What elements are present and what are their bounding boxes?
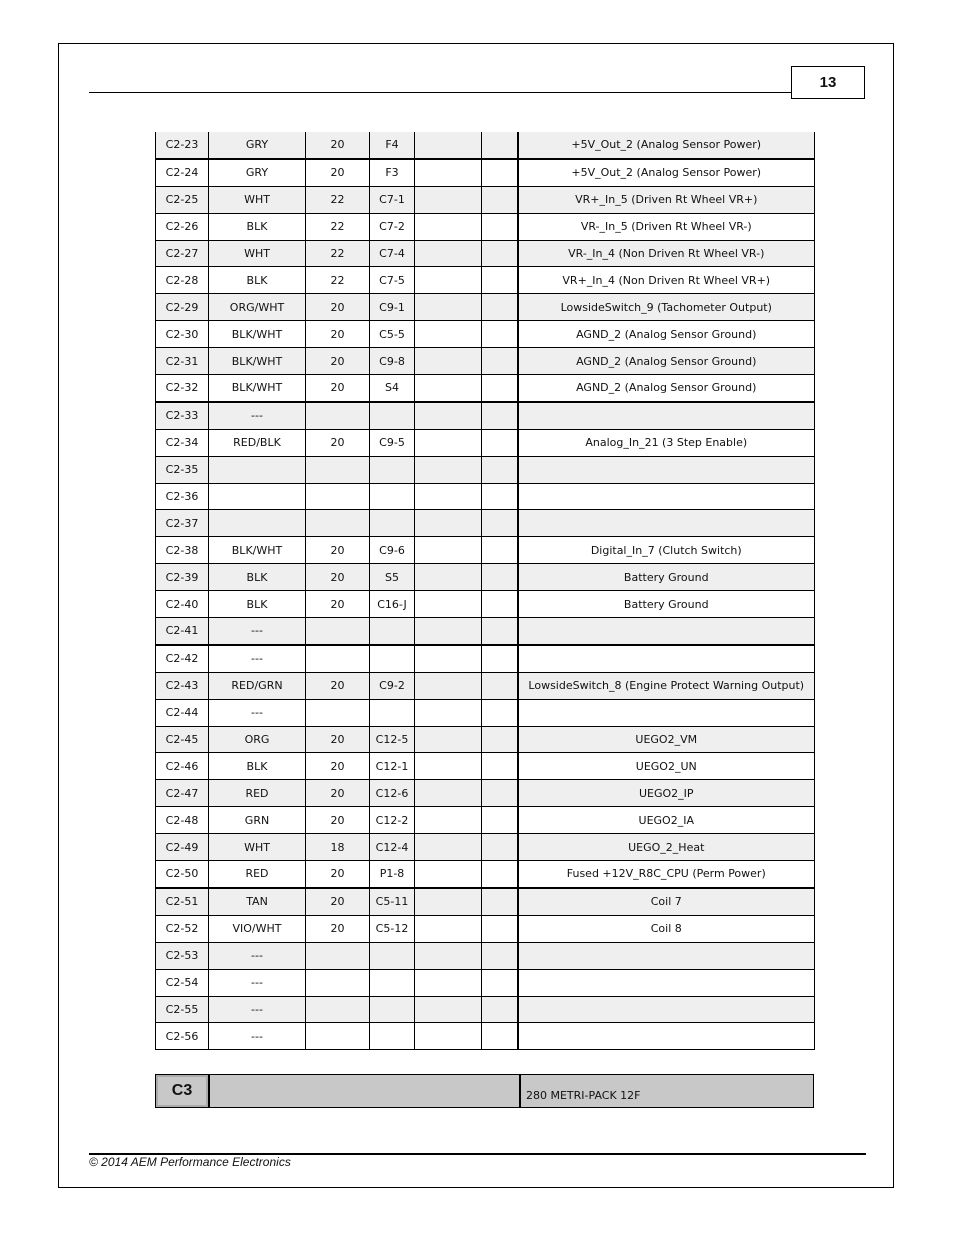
blank-cell <box>415 942 482 969</box>
gauge-cell <box>306 402 370 429</box>
blank-cell <box>482 672 518 699</box>
table-row <box>156 456 815 483</box>
description-cell: LowsideSwitch_9 (Tachometer Output) <box>518 294 815 321</box>
blank-cell <box>482 699 518 726</box>
wire-color-cell: RED/GRN <box>209 672 306 699</box>
pin-cell: C2-29 <box>156 294 209 321</box>
gauge-cell: 22 <box>306 267 370 294</box>
wire-color-cell <box>209 483 306 510</box>
description-cell <box>518 942 815 969</box>
blank-cell <box>482 402 518 429</box>
table-row <box>156 375 815 402</box>
wire-color-cell: WHT <box>209 186 306 213</box>
blank-cell <box>482 618 518 645</box>
pin-cell: C2-28 <box>156 267 209 294</box>
blank-cell <box>482 645 518 672</box>
description-cell: VR-_In_5 (Driven Rt Wheel VR-) <box>518 213 815 240</box>
blank-cell <box>482 348 518 375</box>
gauge-cell <box>306 618 370 645</box>
blank-cell <box>482 915 518 942</box>
connection-cell <box>370 618 415 645</box>
blank-cell <box>415 915 482 942</box>
connection-cell <box>370 510 415 537</box>
blank-cell <box>482 321 518 348</box>
table-row <box>156 348 815 375</box>
table-row <box>156 834 815 861</box>
table-row <box>156 753 815 780</box>
wire-color-cell: BLK/WHT <box>209 321 306 348</box>
description-cell <box>518 402 815 429</box>
description-cell: UEGO2_UN <box>518 753 815 780</box>
page-number: 13 <box>791 66 865 99</box>
blank-cell <box>415 645 482 672</box>
gauge-cell <box>306 510 370 537</box>
pin-cell: C2-38 <box>156 537 209 564</box>
description-cell: Fused +12V_R8C_CPU (Perm Power) <box>518 861 815 888</box>
gauge-cell: 20 <box>306 321 370 348</box>
connection-cell: P1-8 <box>370 861 415 888</box>
table-row <box>156 942 815 969</box>
blank-cell <box>415 996 482 1023</box>
wire-color-cell: BLK/WHT <box>209 375 306 402</box>
pin-cell: C2-48 <box>156 807 209 834</box>
gauge-cell: 20 <box>306 591 370 618</box>
description-cell <box>518 996 815 1023</box>
description-cell: Analog_In_21 (3 Step Enable) <box>518 429 815 456</box>
gauge-cell: 20 <box>306 348 370 375</box>
table-row <box>156 564 815 591</box>
blank-cell <box>482 213 518 240</box>
blank-cell <box>482 996 518 1023</box>
gauge-cell: 20 <box>306 672 370 699</box>
wire-color-cell: WHT <box>209 240 306 267</box>
description-cell: Coil 7 <box>518 888 815 915</box>
wire-color-cell: BLK/WHT <box>209 348 306 375</box>
gauge-cell: 20 <box>306 375 370 402</box>
pin-cell: C2-30 <box>156 321 209 348</box>
wire-color-cell: --- <box>209 969 306 996</box>
description-cell: UEGO2_IA <box>518 807 815 834</box>
blank-cell <box>482 132 518 159</box>
pin-cell: C2-39 <box>156 564 209 591</box>
pin-cell: C2-52 <box>156 915 209 942</box>
connection-cell: S5 <box>370 564 415 591</box>
connection-cell: C7-1 <box>370 186 415 213</box>
pin-cell: C2-37 <box>156 510 209 537</box>
description-cell: Battery Ground <box>518 591 815 618</box>
blank-cell <box>415 132 482 159</box>
wire-color-cell: BLK <box>209 267 306 294</box>
connector-description: 280 METRI-PACK 12F <box>526 1089 641 1102</box>
table-row <box>156 483 815 510</box>
gauge-cell <box>306 1023 370 1050</box>
pin-cell: C2-51 <box>156 888 209 915</box>
connection-cell: C12-2 <box>370 807 415 834</box>
blank-cell <box>415 888 482 915</box>
blank-cell <box>415 321 482 348</box>
gauge-cell: 20 <box>306 807 370 834</box>
wire-color-cell: GRY <box>209 132 306 159</box>
gauge-cell: 20 <box>306 159 370 186</box>
gauge-cell: 20 <box>306 888 370 915</box>
gauge-cell <box>306 699 370 726</box>
description-cell: Digital_In_7 (Clutch Switch) <box>518 537 815 564</box>
connection-cell <box>370 645 415 672</box>
blank-cell <box>415 780 482 807</box>
gauge-cell: 22 <box>306 240 370 267</box>
pin-cell: C2-46 <box>156 753 209 780</box>
connection-cell <box>370 969 415 996</box>
pin-cell: C2-49 <box>156 834 209 861</box>
connector-blank <box>210 1075 521 1107</box>
table-row <box>156 672 815 699</box>
connection-cell <box>370 996 415 1023</box>
pinout-table <box>155 132 815 1050</box>
table-row <box>156 969 815 996</box>
gauge-cell <box>306 456 370 483</box>
connector-label: C3 <box>156 1075 210 1107</box>
pin-cell: C2-25 <box>156 186 209 213</box>
gauge-cell: 20 <box>306 429 370 456</box>
wire-color-cell: ORG/WHT <box>209 294 306 321</box>
wire-color-cell: --- <box>209 618 306 645</box>
blank-cell <box>482 861 518 888</box>
blank-cell <box>482 429 518 456</box>
wire-color-cell: BLK <box>209 591 306 618</box>
connection-cell <box>370 942 415 969</box>
blank-cell <box>482 510 518 537</box>
description-cell <box>518 969 815 996</box>
blank-cell <box>415 969 482 996</box>
blank-cell <box>415 699 482 726</box>
wire-color-cell <box>209 510 306 537</box>
pin-cell: C2-44 <box>156 699 209 726</box>
blank-cell <box>415 375 482 402</box>
wire-color-cell: --- <box>209 402 306 429</box>
gauge-cell <box>306 996 370 1023</box>
connection-cell <box>370 1023 415 1050</box>
blank-cell <box>415 537 482 564</box>
description-cell <box>518 618 815 645</box>
wire-color-cell: --- <box>209 699 306 726</box>
blank-cell <box>415 213 482 240</box>
table-row <box>156 510 815 537</box>
gauge-cell: 20 <box>306 753 370 780</box>
table-row <box>156 267 815 294</box>
connection-cell: C5-12 <box>370 915 415 942</box>
blank-cell <box>415 753 482 780</box>
blank-cell <box>482 375 518 402</box>
table-row <box>156 213 815 240</box>
pin-cell: C2-40 <box>156 591 209 618</box>
description-cell: UEGO_2_Heat <box>518 834 815 861</box>
description-cell: AGND_2 (Analog Sensor Ground) <box>518 348 815 375</box>
connection-cell <box>370 483 415 510</box>
table-row <box>156 294 815 321</box>
blank-cell <box>415 429 482 456</box>
table-row <box>156 1023 815 1050</box>
connection-cell: F4 <box>370 132 415 159</box>
table-row <box>156 429 815 456</box>
table-row <box>156 888 815 915</box>
table-row <box>156 915 815 942</box>
pin-cell: C2-34 <box>156 429 209 456</box>
description-cell <box>518 1023 815 1050</box>
blank-cell <box>482 537 518 564</box>
blank-cell <box>415 294 482 321</box>
table-row <box>156 996 815 1023</box>
connection-cell: C7-5 <box>370 267 415 294</box>
table-row <box>156 321 815 348</box>
pin-cell: C2-53 <box>156 942 209 969</box>
blank-cell <box>415 267 482 294</box>
connection-cell <box>370 402 415 429</box>
wire-color-cell: BLK <box>209 753 306 780</box>
gauge-cell <box>306 645 370 672</box>
connection-cell: C12-5 <box>370 726 415 753</box>
table-row <box>156 861 815 888</box>
blank-cell <box>482 159 518 186</box>
description-cell: LowsideSwitch_8 (Engine Protect Warning Output) <box>518 672 815 699</box>
blank-cell <box>482 240 518 267</box>
pin-cell: C2-23 <box>156 132 209 159</box>
gauge-cell: 20 <box>306 132 370 159</box>
wire-color-cell: --- <box>209 1023 306 1050</box>
blank-cell <box>482 753 518 780</box>
description-cell <box>518 645 815 672</box>
blank-cell <box>415 1023 482 1050</box>
table-row <box>156 780 815 807</box>
blank-cell <box>482 888 518 915</box>
connection-cell: C7-2 <box>370 213 415 240</box>
connection-cell: C12-1 <box>370 753 415 780</box>
connection-cell: C9-8 <box>370 348 415 375</box>
connection-cell: F3 <box>370 159 415 186</box>
blank-cell <box>415 834 482 861</box>
blank-cell <box>482 726 518 753</box>
table-row <box>156 240 815 267</box>
blank-cell <box>482 564 518 591</box>
gauge-cell: 20 <box>306 726 370 753</box>
blank-cell <box>482 591 518 618</box>
pin-cell: C2-42 <box>156 645 209 672</box>
blank-cell <box>482 807 518 834</box>
blank-cell <box>482 780 518 807</box>
gauge-cell: 20 <box>306 861 370 888</box>
wire-color-cell: ORG <box>209 726 306 753</box>
pin-cell: C2-27 <box>156 240 209 267</box>
wire-color-cell <box>209 456 306 483</box>
wire-color-cell: RED/BLK <box>209 429 306 456</box>
blank-cell <box>415 159 482 186</box>
blank-cell <box>482 969 518 996</box>
wire-color-cell: BLK <box>209 564 306 591</box>
wire-color-cell: BLK/WHT <box>209 537 306 564</box>
pin-cell: C2-24 <box>156 159 209 186</box>
blank-cell <box>482 294 518 321</box>
pin-cell: C2-32 <box>156 375 209 402</box>
description-cell: UEGO2_IP <box>518 780 815 807</box>
wire-color-cell: BLK <box>209 213 306 240</box>
table-row <box>156 402 815 429</box>
description-cell: +5V_Out_2 (Analog Sensor Power) <box>518 159 815 186</box>
description-cell: VR-_In_4 (Non Driven Rt Wheel VR-) <box>518 240 815 267</box>
description-cell: AGND_2 (Analog Sensor Ground) <box>518 375 815 402</box>
pin-cell: C2-55 <box>156 996 209 1023</box>
gauge-cell: 20 <box>306 915 370 942</box>
wire-color-cell: --- <box>209 942 306 969</box>
wire-color-cell: RED <box>209 861 306 888</box>
description-cell: +5V_Out_2 (Analog Sensor Power) <box>518 132 815 159</box>
wire-color-cell: --- <box>209 996 306 1023</box>
pin-cell: C2-33 <box>156 402 209 429</box>
pin-cell: C2-47 <box>156 780 209 807</box>
pin-cell: C2-50 <box>156 861 209 888</box>
description-cell: Coil 8 <box>518 915 815 942</box>
table-row <box>156 159 815 186</box>
gauge-cell: 18 <box>306 834 370 861</box>
blank-cell <box>482 1023 518 1050</box>
blank-cell <box>415 861 482 888</box>
pin-cell: C2-26 <box>156 213 209 240</box>
blank-cell <box>415 186 482 213</box>
gauge-cell: 20 <box>306 564 370 591</box>
blank-cell <box>415 672 482 699</box>
connection-cell: S4 <box>370 375 415 402</box>
description-cell: Battery Ground <box>518 564 815 591</box>
header-rule <box>89 92 792 93</box>
pin-cell: C2-35 <box>156 456 209 483</box>
description-cell <box>518 456 815 483</box>
connection-cell: C16-J <box>370 591 415 618</box>
connection-cell: C7-4 <box>370 240 415 267</box>
description-cell <box>518 483 815 510</box>
connection-cell <box>370 456 415 483</box>
table-row <box>156 186 815 213</box>
connection-cell <box>370 699 415 726</box>
description-cell <box>518 510 815 537</box>
table-row <box>156 699 815 726</box>
blank-cell <box>415 591 482 618</box>
table-row <box>156 807 815 834</box>
description-cell <box>518 699 815 726</box>
connection-cell: C5-5 <box>370 321 415 348</box>
blank-cell <box>482 942 518 969</box>
wire-color-cell: GRN <box>209 807 306 834</box>
gauge-cell <box>306 969 370 996</box>
connection-cell: C9-2 <box>370 672 415 699</box>
connection-cell: C5-11 <box>370 888 415 915</box>
blank-cell <box>415 726 482 753</box>
pin-cell: C2-56 <box>156 1023 209 1050</box>
blank-cell <box>415 807 482 834</box>
blank-cell <box>482 186 518 213</box>
blank-cell <box>415 618 482 645</box>
connection-cell: C12-6 <box>370 780 415 807</box>
wire-color-cell: WHT <box>209 834 306 861</box>
gauge-cell: 20 <box>306 294 370 321</box>
connection-cell: C9-5 <box>370 429 415 456</box>
pin-cell: C2-31 <box>156 348 209 375</box>
table-row <box>156 591 815 618</box>
gauge-cell: 22 <box>306 213 370 240</box>
connection-cell: C9-1 <box>370 294 415 321</box>
wire-color-cell: GRY <box>209 159 306 186</box>
table-row <box>156 645 815 672</box>
blank-cell <box>482 267 518 294</box>
blank-cell <box>415 348 482 375</box>
pin-cell: C2-43 <box>156 672 209 699</box>
gauge-cell: 20 <box>306 537 370 564</box>
gauge-cell <box>306 483 370 510</box>
connection-cell: C9-6 <box>370 537 415 564</box>
table-row <box>156 537 815 564</box>
description-cell: AGND_2 (Analog Sensor Ground) <box>518 321 815 348</box>
description-cell: VR+_In_5 (Driven Rt Wheel VR+) <box>518 186 815 213</box>
pin-cell: C2-41 <box>156 618 209 645</box>
footer-copyright: © 2014 AEM Performance Electronics <box>89 1155 291 1169</box>
blank-cell <box>415 240 482 267</box>
pin-cell: C2-36 <box>156 483 209 510</box>
description-cell: UEGO2_VM <box>518 726 815 753</box>
wire-color-cell: TAN <box>209 888 306 915</box>
blank-cell <box>415 564 482 591</box>
wire-color-cell: VIO/WHT <box>209 915 306 942</box>
pin-cell: C2-54 <box>156 969 209 996</box>
description-cell: VR+_In_4 (Non Driven Rt Wheel VR+) <box>518 267 815 294</box>
blank-cell <box>415 402 482 429</box>
blank-cell <box>415 456 482 483</box>
blank-cell <box>482 456 518 483</box>
gauge-cell: 20 <box>306 780 370 807</box>
wire-color-cell: --- <box>209 645 306 672</box>
blank-cell <box>415 483 482 510</box>
blank-cell <box>482 834 518 861</box>
connection-cell: C12-4 <box>370 834 415 861</box>
blank-cell <box>482 483 518 510</box>
gauge-cell: 22 <box>306 186 370 213</box>
table-row <box>156 132 815 159</box>
wire-color-cell: RED <box>209 780 306 807</box>
table-row <box>156 726 815 753</box>
blank-cell <box>415 510 482 537</box>
table-row <box>156 618 815 645</box>
connector-c3-header <box>155 1074 814 1108</box>
gauge-cell <box>306 942 370 969</box>
pin-cell: C2-45 <box>156 726 209 753</box>
